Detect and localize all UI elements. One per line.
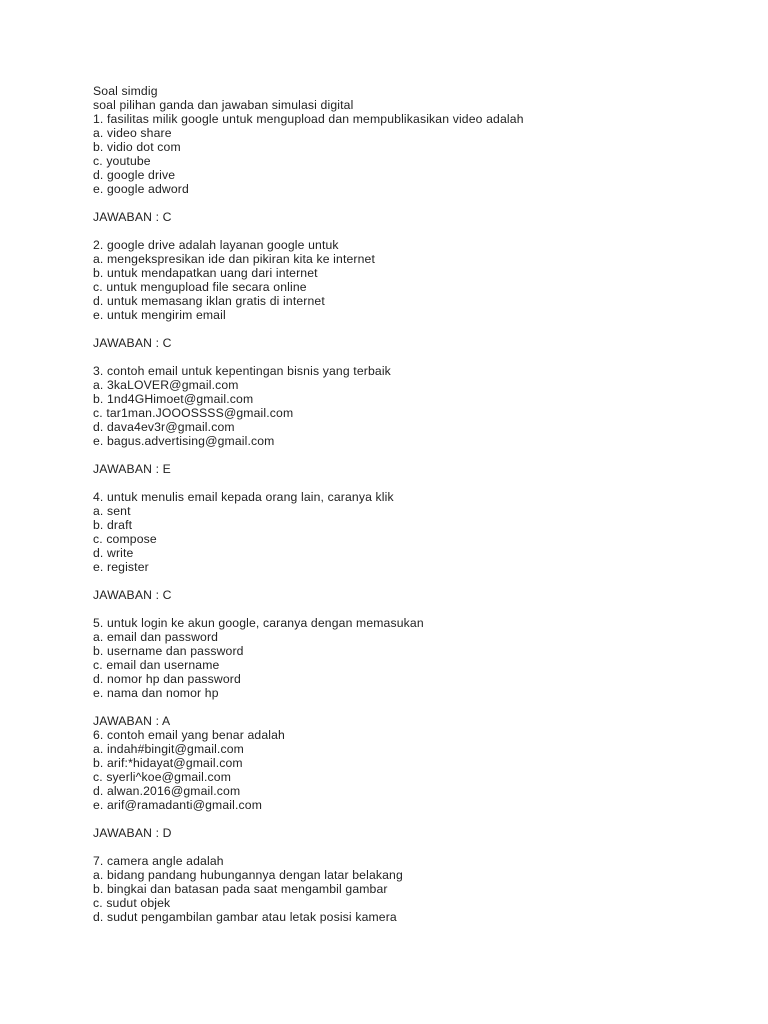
answer-option: d. google drive [93,168,176,182]
answer-option: a. indah#bingit@gmail.com [93,742,244,756]
answer-option: d. alwan.2016@gmail.com [93,784,241,798]
answer-option: c. tar1man.JOOOSSSS@gmail.com [93,406,294,420]
answer-option: b. username dan password [93,644,244,658]
blank-line [93,840,733,854]
blank-line [93,448,733,462]
answer-option: a. 3kaLOVER@gmail.com [93,378,239,392]
answer-key: JAWABAN : C [93,336,172,350]
answer-key: JAWABAN : C [93,588,172,602]
question-block-6 [93,728,733,854]
answer-option: d. sudut pengambilan gambar atau letak posisi kamera [93,910,397,924]
question-block-4 [93,490,733,616]
answer-option: c. youtube [93,154,151,168]
answer-option: c. syerli^koe@gmail.com [93,770,232,784]
answer-option: e. arif@ramadanti@gmail.com [93,798,263,812]
answer-option: d. write [93,546,134,560]
answer-option: a. video share [93,126,172,140]
answer-key: JAWABAN : C [93,210,172,224]
question-block-1 [93,112,733,238]
question-block-7 [93,854,733,924]
answer-option: c. sudut objek [93,896,171,910]
document-title: Soal simdig [93,84,158,98]
question-text: 4. untuk menulis email kepada orang lain, caranya klik [93,490,394,504]
answer-key: JAWABAN : E [93,462,171,476]
answer-option: b. 1nd4GHimoet@gmail.com [93,392,254,406]
blank-line [93,224,733,238]
answer-option: b. untuk mendapatkan uang dari internet [93,266,318,280]
answer-option: a. email dan password [93,630,219,644]
answer-option: c. compose [93,532,157,546]
answer-option: e. register [93,560,149,574]
blank-line [93,350,733,364]
blank-line [93,574,733,588]
blank-line [93,322,733,336]
question-block-3 [93,364,733,490]
answer-option: b. vidio dot com [93,140,181,154]
answer-option: c. email dan username [93,658,220,672]
answer-option: c. untuk mengupload file secara online [93,280,307,294]
answer-option: b. bingkai dan batasan pada saat mengambil gambar [93,882,388,896]
question-text: 3. contoh email untuk kepentingan bisnis yang terbaik [93,364,391,378]
blank-line [93,700,733,714]
answer-key: JAWABAN : A [93,714,171,728]
document-page [93,84,733,924]
answer-option: a. sent [93,504,131,518]
question-block-2 [93,238,733,364]
question-text: 6. contoh email yang benar adalah [93,728,285,742]
answer-key: JAWABAN : D [93,826,172,840]
document-subtitle: soal pilihan ganda dan jawaban simulasi digital [93,98,354,112]
answer-option: b. arif:*hidayat@gmail.com [93,756,243,770]
blank-line [93,196,733,210]
answer-option: d. dava4ev3r@gmail.com [93,420,235,434]
answer-option: e. nama dan nomor hp [93,686,219,700]
blank-line [93,602,733,616]
answer-option: e. google adword [93,182,189,196]
question-block-5 [93,616,733,728]
blank-line [93,812,733,826]
answer-option: d. untuk memasang iklan gratis di internet [93,294,325,308]
question-text: 1. fasilitas milik google untuk mengupload dan mempublikasikan video adalah [93,112,524,126]
blank-line [93,476,733,490]
answer-option: e. untuk mengirim email [93,308,226,322]
question-text: 7. camera angle adalah [93,854,224,868]
answer-option: e. bagus.advertising@gmail.com [93,434,275,448]
answer-option: d. nomor hp dan password [93,672,241,686]
answer-option: b. draft [93,518,133,532]
question-text: 5. untuk login ke akun google, caranya dengan memasukan [93,616,424,630]
answer-option: a. mengekspresikan ide dan pikiran kita ke internet [93,252,376,266]
answer-option: a. bidang pandang hubungannya dengan latar belakang [93,868,403,882]
question-text: 2. google drive adalah layanan google untuk [93,238,339,252]
